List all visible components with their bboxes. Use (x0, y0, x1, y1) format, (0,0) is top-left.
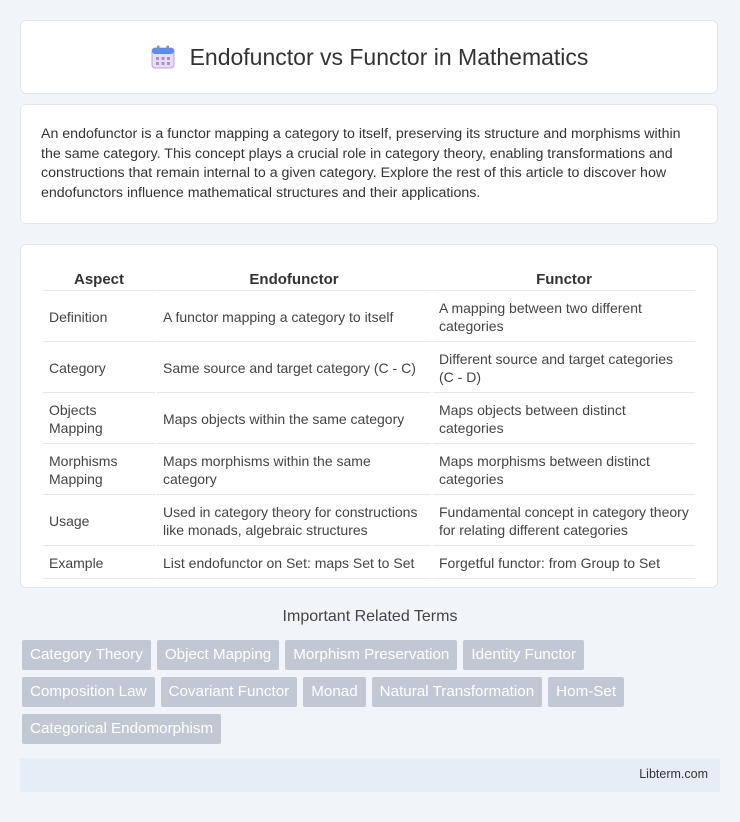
header-card (20, 20, 718, 94)
header-functor: Functor (433, 263, 695, 291)
header-endofunctor: Endofunctor (157, 263, 431, 291)
term-tag[interactable]: Monad (303, 677, 365, 707)
term-tag[interactable]: Natural Transformation (372, 677, 542, 707)
table-cell: List endofunctor on Set: maps Set to Set (157, 548, 431, 579)
table-header-row (43, 263, 695, 291)
table-cell: Morphisms Mapping (43, 446, 155, 495)
header-aspect: Aspect (43, 263, 155, 291)
table-cell: Usage (43, 497, 155, 546)
table-cell: A mapping between two different categories (433, 293, 695, 342)
term-tag[interactable]: Identity Functor (463, 640, 584, 670)
term-tag[interactable]: Composition Law (22, 677, 155, 707)
term-tag[interactable]: Hom-Set (548, 677, 624, 707)
term-tag[interactable]: Morphism Preservation (285, 640, 457, 670)
related-terms-list (22, 640, 722, 744)
table-cell: Objects Mapping (43, 395, 155, 444)
table-cell: Different source and target categories (C - D) (433, 344, 695, 393)
table-row (43, 293, 695, 342)
term-tag[interactable]: Categorical Endomorphism (22, 714, 221, 744)
related-terms-title: Important Related Terms (282, 608, 458, 625)
term-tag[interactable]: Covariant Functor (161, 677, 298, 707)
table-cell: Category (43, 344, 155, 393)
comparison-table-card (20, 244, 718, 588)
table-cell: Same source and target category (C - C) (157, 344, 431, 393)
intro-text: An endofunctor is a functor mapping a category to itself, preserving its structure and morphisms within the same category. This concept plays a crucial role in category theory, enabling transformations and constructions that remain internal to a given category. Explore the rest of this article to discover how endofunctors influence mathematical structures and their applications. (41, 126, 681, 201)
table-row (43, 497, 695, 546)
table-cell: Forgetful functor: from Group to Set (433, 548, 695, 579)
intro-card (20, 104, 718, 224)
table-cell: Example (43, 548, 155, 579)
table-row (43, 548, 695, 579)
table-cell: Maps morphisms between distinct categories (433, 446, 695, 495)
comparison-table (41, 261, 697, 581)
table-cell: Definition (43, 293, 155, 342)
table-cell: Maps objects within the same category (157, 395, 431, 444)
table-cell: Maps morphisms within the same category (157, 446, 431, 495)
term-tag[interactable]: Object Mapping (157, 640, 279, 670)
calendar-icon (150, 44, 176, 70)
footer (20, 758, 720, 792)
table-cell: A functor mapping a category to itself (157, 293, 431, 342)
table-cell: Maps objects between distinct categories (433, 395, 695, 444)
table-row (43, 395, 695, 444)
table-cell: Used in category theory for constructions like monads, algebraic structures (157, 497, 431, 546)
footer-site-link[interactable]: Libterm.com (639, 767, 708, 781)
table-row (43, 446, 695, 495)
page-title: Endofunctor vs Functor in Mathematics (189, 43, 589, 70)
term-tag[interactable]: Category Theory (22, 640, 151, 670)
table-cell: Fundamental concept in category theory for relating different categories (433, 497, 695, 546)
table-row (43, 344, 695, 393)
